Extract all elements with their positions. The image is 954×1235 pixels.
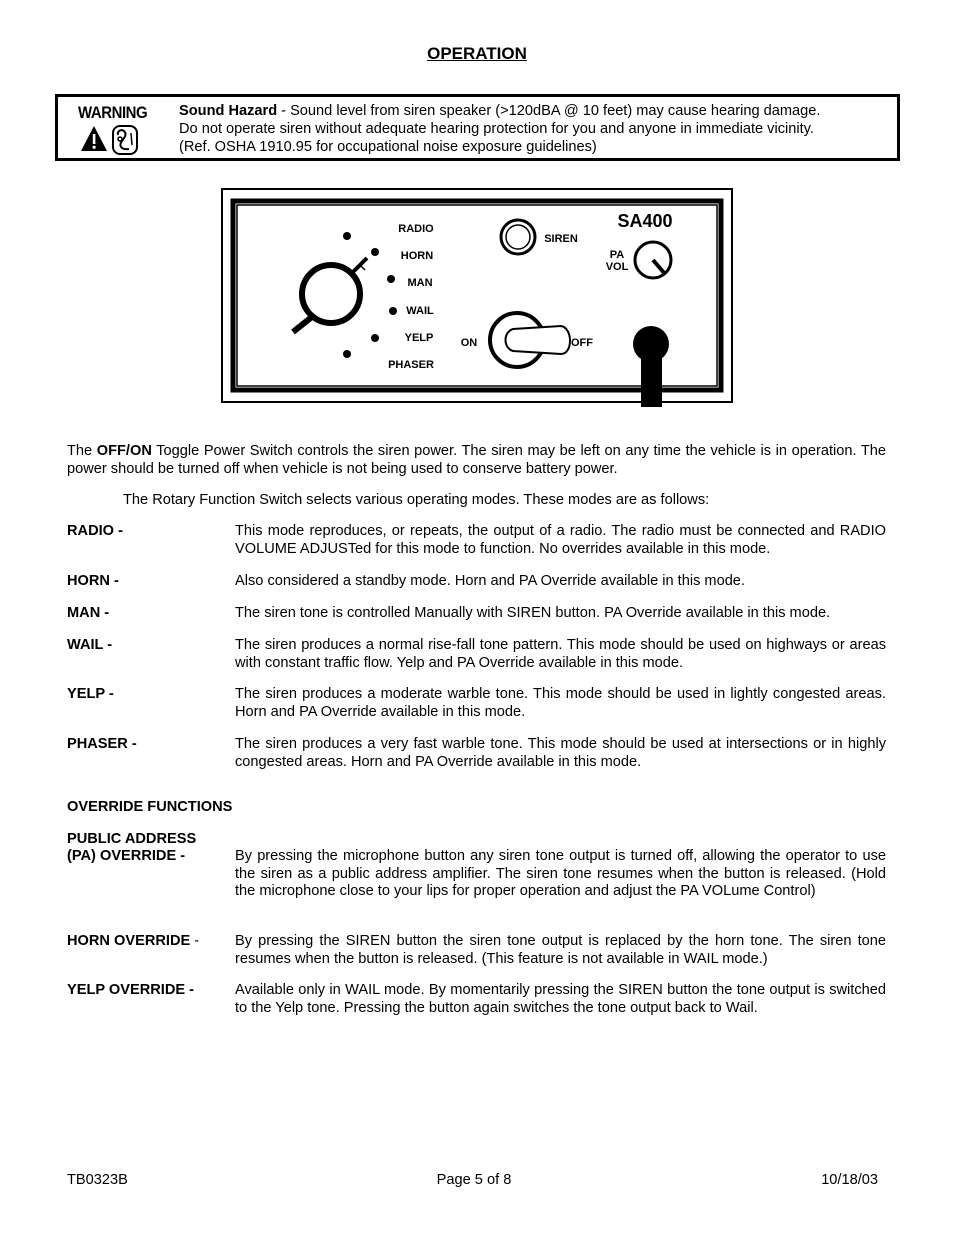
mode-phaser-text: The siren produces a very fast warble tone. This mode should be used at intersections or in highly congested areas. Horn and PA Override available in this mode. [235, 736, 886, 770]
intro-paragraph-2: The Rotary Function Switch selects various operating modes. These modes are as follows: [123, 492, 710, 508]
pa-override-text: By pressing the microphone button any siren tone output is turned off, allowing the operator to use the siren as a public address amplifier. The siren tone resumes when the button is released. (Hold the microphone close to your lips for proper operation and adjust the PA VOLume Control) [235, 848, 886, 899]
siren-panel-diagram [221, 188, 733, 412]
intro-paragraph-1: The OFF/ON Toggle Power Switch controls the siren power. The siren may be left on any time the vehicle is in operation. The power should be turned off when vehicle is not being used to conserve battery power. [67, 443, 886, 477]
mode-label-horn: HORN [400, 250, 434, 262]
warning-line-2: Do not operate siren without adequate hearing protection for you and anyone in immediate vicinity. [179, 121, 814, 137]
pa-override-label-1: PUBLIC ADDRESS [67, 831, 197, 847]
vol-label: VOL [605, 261, 629, 273]
mode-horn-text: Also considered a standby mode. Horn and PA Override available in this mode. [235, 573, 745, 589]
mode-radio-label: RADIO - [67, 523, 123, 539]
siren-label: SIREN [544, 233, 578, 245]
mode-label-man: MAN [407, 277, 433, 289]
warning-box [55, 94, 900, 161]
mode-wail-label: WAIL - [67, 637, 113, 653]
off-label: OFF [571, 337, 593, 349]
hazard-title: Sound Hazard [179, 103, 278, 119]
horn-override-label: HORN OVERRIDE - [67, 933, 200, 949]
warning-label: WARNING [78, 103, 148, 122]
hazard-ear-icon [80, 123, 140, 157]
footer-date: 10/18/03 [821, 1172, 878, 1188]
horn-override-text: By pressing the SIREN button the siren tone output is replaced by the horn tone. The siren tone resumes when the button is released. (This feature is not available in WAIL mode.) [235, 933, 886, 967]
warning-text [179, 102, 889, 156]
mode-yelp-text: The siren produces a moderate warble tone. This mode should be used in lightly congested areas. Horn and PA Override available in this mode. [235, 686, 886, 720]
footer-doc-id: TB0323B [67, 1172, 128, 1188]
mode-horn-label: HORN - [67, 573, 119, 589]
pa-override-label-2: (PA) OVERRIDE - [67, 848, 186, 864]
mode-wail-text: The siren produces a normal rise-fall tone pattern. This mode should be used on highways or areas with constant traffic flow. Yelp and PA Override available in this mode. [235, 637, 886, 671]
warning-line-1: - Sound level from siren speaker (>120dBA @ 10 feet) may cause hearing damage. [277, 103, 821, 119]
mode-label-wail: WAIL [406, 305, 434, 317]
mode-man-text: The siren tone is controlled Manually with SIREN button. PA Override available in this mode. [235, 605, 831, 621]
override-heading: OVERRIDE FUNCTIONS [67, 799, 233, 815]
warning-icons [80, 123, 140, 161]
warning-line-3: (Ref. OSHA 1910.95 for occupational noise exposure guidelines) [179, 139, 597, 155]
mode-label-yelp: YELP [404, 332, 434, 344]
mode-phaser-label: PHASER - [67, 736, 137, 752]
mode-yelp-label: YELP - [67, 686, 114, 702]
footer-page-number: Page 5 of 8 [436, 1172, 512, 1188]
panel-model: SA400 [617, 211, 673, 231]
mode-label-radio: RADIO [398, 223, 434, 235]
pa-label: PA [609, 249, 625, 261]
yelp-override-label: YELP OVERRIDE - [67, 982, 195, 998]
on-label: ON [460, 337, 478, 349]
yelp-override-text: Available only in WAIL mode. By momentarily pressing the SIREN button the tone output is switched to the Yelp tone. Pressing the button again switches the tone output back to Wail. [235, 982, 886, 1016]
page-title: OPERATION [427, 44, 527, 63]
mode-radio-text: This mode reproduces, or repeats, the output of a radio. The radio must be connected and RADIO VOLUME ADJUSTed for this mode to function. No overrides available in this mode. [235, 523, 886, 557]
mode-man-label: MAN - [67, 605, 110, 621]
mode-label-phaser: PHASER [388, 359, 434, 371]
